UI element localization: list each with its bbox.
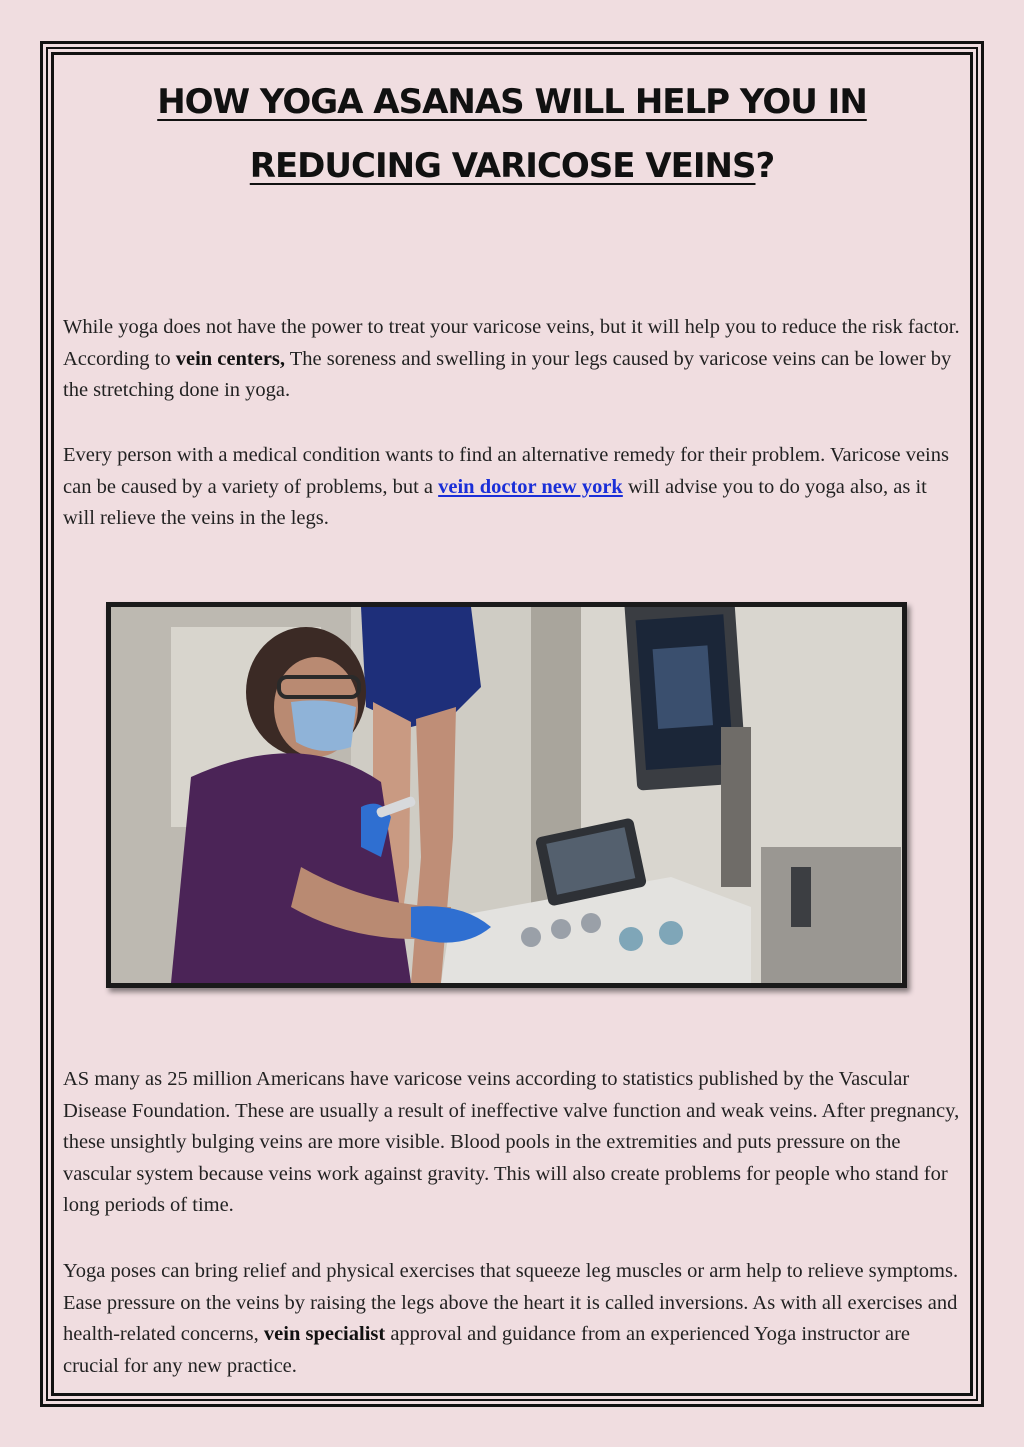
vein-doctor-new-york-link[interactable]: vein doctor new york <box>438 475 623 498</box>
vein-specialist-text: vein specialist <box>263 1323 386 1345</box>
title-line-1: HOW YOGA ASANAS WILL HELP YOU IN <box>157 82 867 122</box>
paragraph-statistics: AS many as 25 million Americans have varicose veins according to statistics published by the Vascular Disease Foundation. These are usually a result of ineffective valve function and weak veins. After pregnancy, these unsightly bulging veins are more visible. Blood pools in the extremities and puts pressure on the vascular system because veins work against gravity. This will also create problems for people who stand for long periods of time. <box>63 1068 960 1216</box>
paragraph-intro-text-a: While yoga does not have the power to treat your varicose veins, but it will help you to reduce the risk factor. According to <box>63 316 960 370</box>
document-title <box>60 70 964 198</box>
paragraph-yoga-poses-text-b: approval and guidance from an experienced Yoga instructor are crucial for any new practice. <box>63 1323 911 1377</box>
paragraph-yoga-poses <box>63 1256 963 1382</box>
paragraph-intro <box>63 312 963 407</box>
ultrasound-exam-photo <box>106 602 907 988</box>
paragraph-remedy-text-b: will advise you to do yoga also, as it will relieve the veins in the legs. <box>63 475 927 529</box>
paragraph-remedy-text-a: Every person with a medical condition wants to find an alternative remedy for their problem. Varicose veins can be caused by a variety of problems, but a <box>63 444 949 498</box>
paragraph-remedy <box>63 440 963 535</box>
paragraph-yoga-poses-text-a: Yoga poses can bring relief and physical exercises that squeeze leg muscles or arm help to relieve symptoms. Ease pressure on the veins by raising the legs above the heart it is called inversions. As with all exercises and health-related concerns, <box>63 1260 959 1345</box>
paragraph-intro-text-b: The soreness and swelling in your legs caused by varicose veins can be lower by the stretching done in yoga. <box>63 347 952 401</box>
title-line-2: REDUCING VARICOSE VEINS <box>249 146 756 186</box>
vein-centers-text: vein centers, <box>175 347 286 370</box>
title-question-mark: ? <box>755 146 775 186</box>
